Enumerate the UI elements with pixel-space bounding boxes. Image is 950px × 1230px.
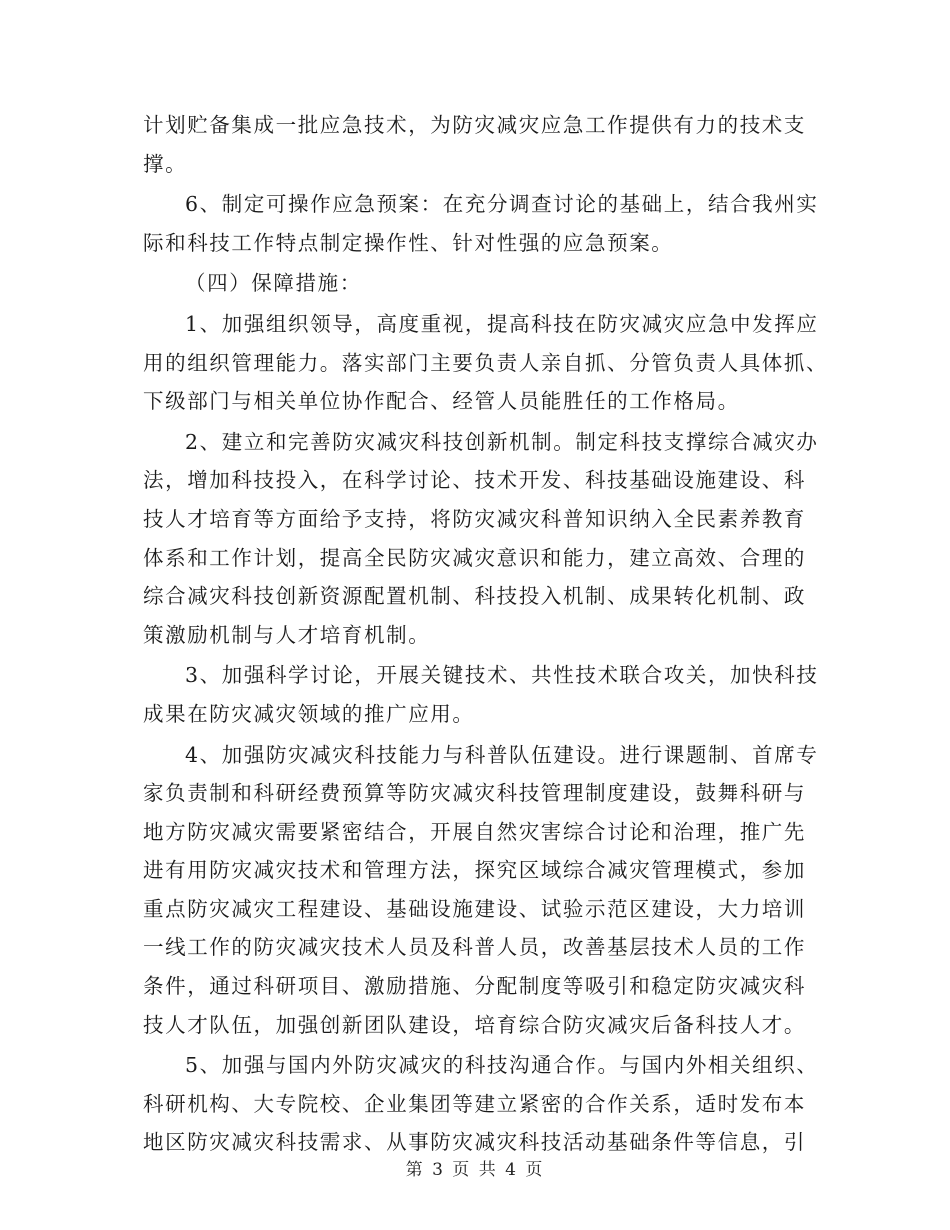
text-line: 技人才培育等方面给予支持，将防灾减灾科普知识纳入全民素养教育 xyxy=(143,506,806,531)
text-line: 重点防灾减灾工程建设、基础设施建设、试验示范区建设，大力培训 xyxy=(143,896,806,921)
page-footer xyxy=(0,1155,950,1180)
paragraph-measure-4 xyxy=(143,736,819,1045)
text-line: 一线工作的防灾减灾技术人员及科普人员，改善基层技术人员的工作 xyxy=(143,935,806,960)
paragraph-measure-5 xyxy=(143,1046,819,1162)
text-line: 6、制定可操作应急预案：在充分调查讨论的基础上，结合我州实 xyxy=(185,192,819,217)
text-line: 科研机构、大专院校、企业集团等建立紧密的合作关系，适时发布本 xyxy=(143,1091,806,1116)
paragraph-measure-3 xyxy=(143,656,819,733)
text-line: 法，增加科技投入，在科学讨论、技术开发、科技基础设施建设、科 xyxy=(143,468,806,493)
page-number-label: 第 3 页 共 4 页 xyxy=(405,1160,545,1180)
text-line: 1、加强组织领导，高度重视，提高科技在防灾减灾应急中发挥应 xyxy=(185,311,819,336)
text-line: 地区防灾减灾科技需求、从事防灾减灾科技活动基础条件等信息，引 xyxy=(143,1130,806,1155)
text-line: 综合减灾科技创新资源配置机制、科技投入机制、成果转化机制、政 xyxy=(143,584,806,609)
paragraph-measure-1 xyxy=(143,305,829,421)
text-line: 3、加强科学讨论，开展关键技术、共性技术联合攻关，加快科技 xyxy=(185,663,819,688)
text-line: 2、建立和完善防灾减灾科技创新机制。制定科技支撑综合减灾办 xyxy=(185,429,819,454)
text-line: 5、加强与国内外防灾减灾的科技沟通合作。与国内外相关组织、 xyxy=(185,1053,819,1078)
section-heading-safeguards xyxy=(143,264,815,303)
text-line: 地方防灾减灾需要紧密结合，开展自然灾害综合讨论和治理，推广先 xyxy=(143,819,806,844)
text-line: 条件，通过科研项目、激励措施、分配制度等吸引和稳定防灾减灾科 xyxy=(143,974,806,999)
document-body xyxy=(143,106,829,1164)
text-line: 体系和工作计划，提高全民防灾减灾意识和能力，建立高效、合理的 xyxy=(143,545,806,570)
text-line: 策激励机制与人才培育机制。 xyxy=(143,622,431,647)
text-line: 成果在防灾减灾领域的推广应用。 xyxy=(143,701,475,726)
paragraph-item-6 xyxy=(143,185,819,262)
text-line: 际和科技工作特点制定操作性、针对性强的应急预案。 xyxy=(143,230,674,255)
text-line: 家负责制和科研经费预算等防灾减灾科技管理制度建设，鼓舞科研与 xyxy=(143,781,806,806)
paragraph-continuation xyxy=(143,106,815,183)
text-line: 进有用防灾减灾技术和管理方法，探究区域综合减灾管理模式，参加 xyxy=(143,858,806,883)
text-line: 用的组织管理能力。落实部门主要负责人亲自抓、分管负责人具体抓、 xyxy=(143,350,829,375)
text-line: 技人才队伍，加强创新团队建设，培育综合防灾减灾后备科技人才。 xyxy=(143,1012,806,1037)
text-line: 计划贮备集成一批应急技术，为防灾减灾应急工作提供有力的技术支 xyxy=(143,113,806,137)
text-line: 4、加强防灾减灾科技能力与科普队伍建设。进行课题制、首席专 xyxy=(185,742,819,767)
section-heading: （四）保障措施： xyxy=(185,271,362,296)
paragraph-measure-2 xyxy=(143,423,819,655)
text-line: 下级部门与相关单位协作配合、经管人员能胜任的工作格局。 xyxy=(143,389,740,414)
text-line: 撑。 xyxy=(143,151,188,176)
